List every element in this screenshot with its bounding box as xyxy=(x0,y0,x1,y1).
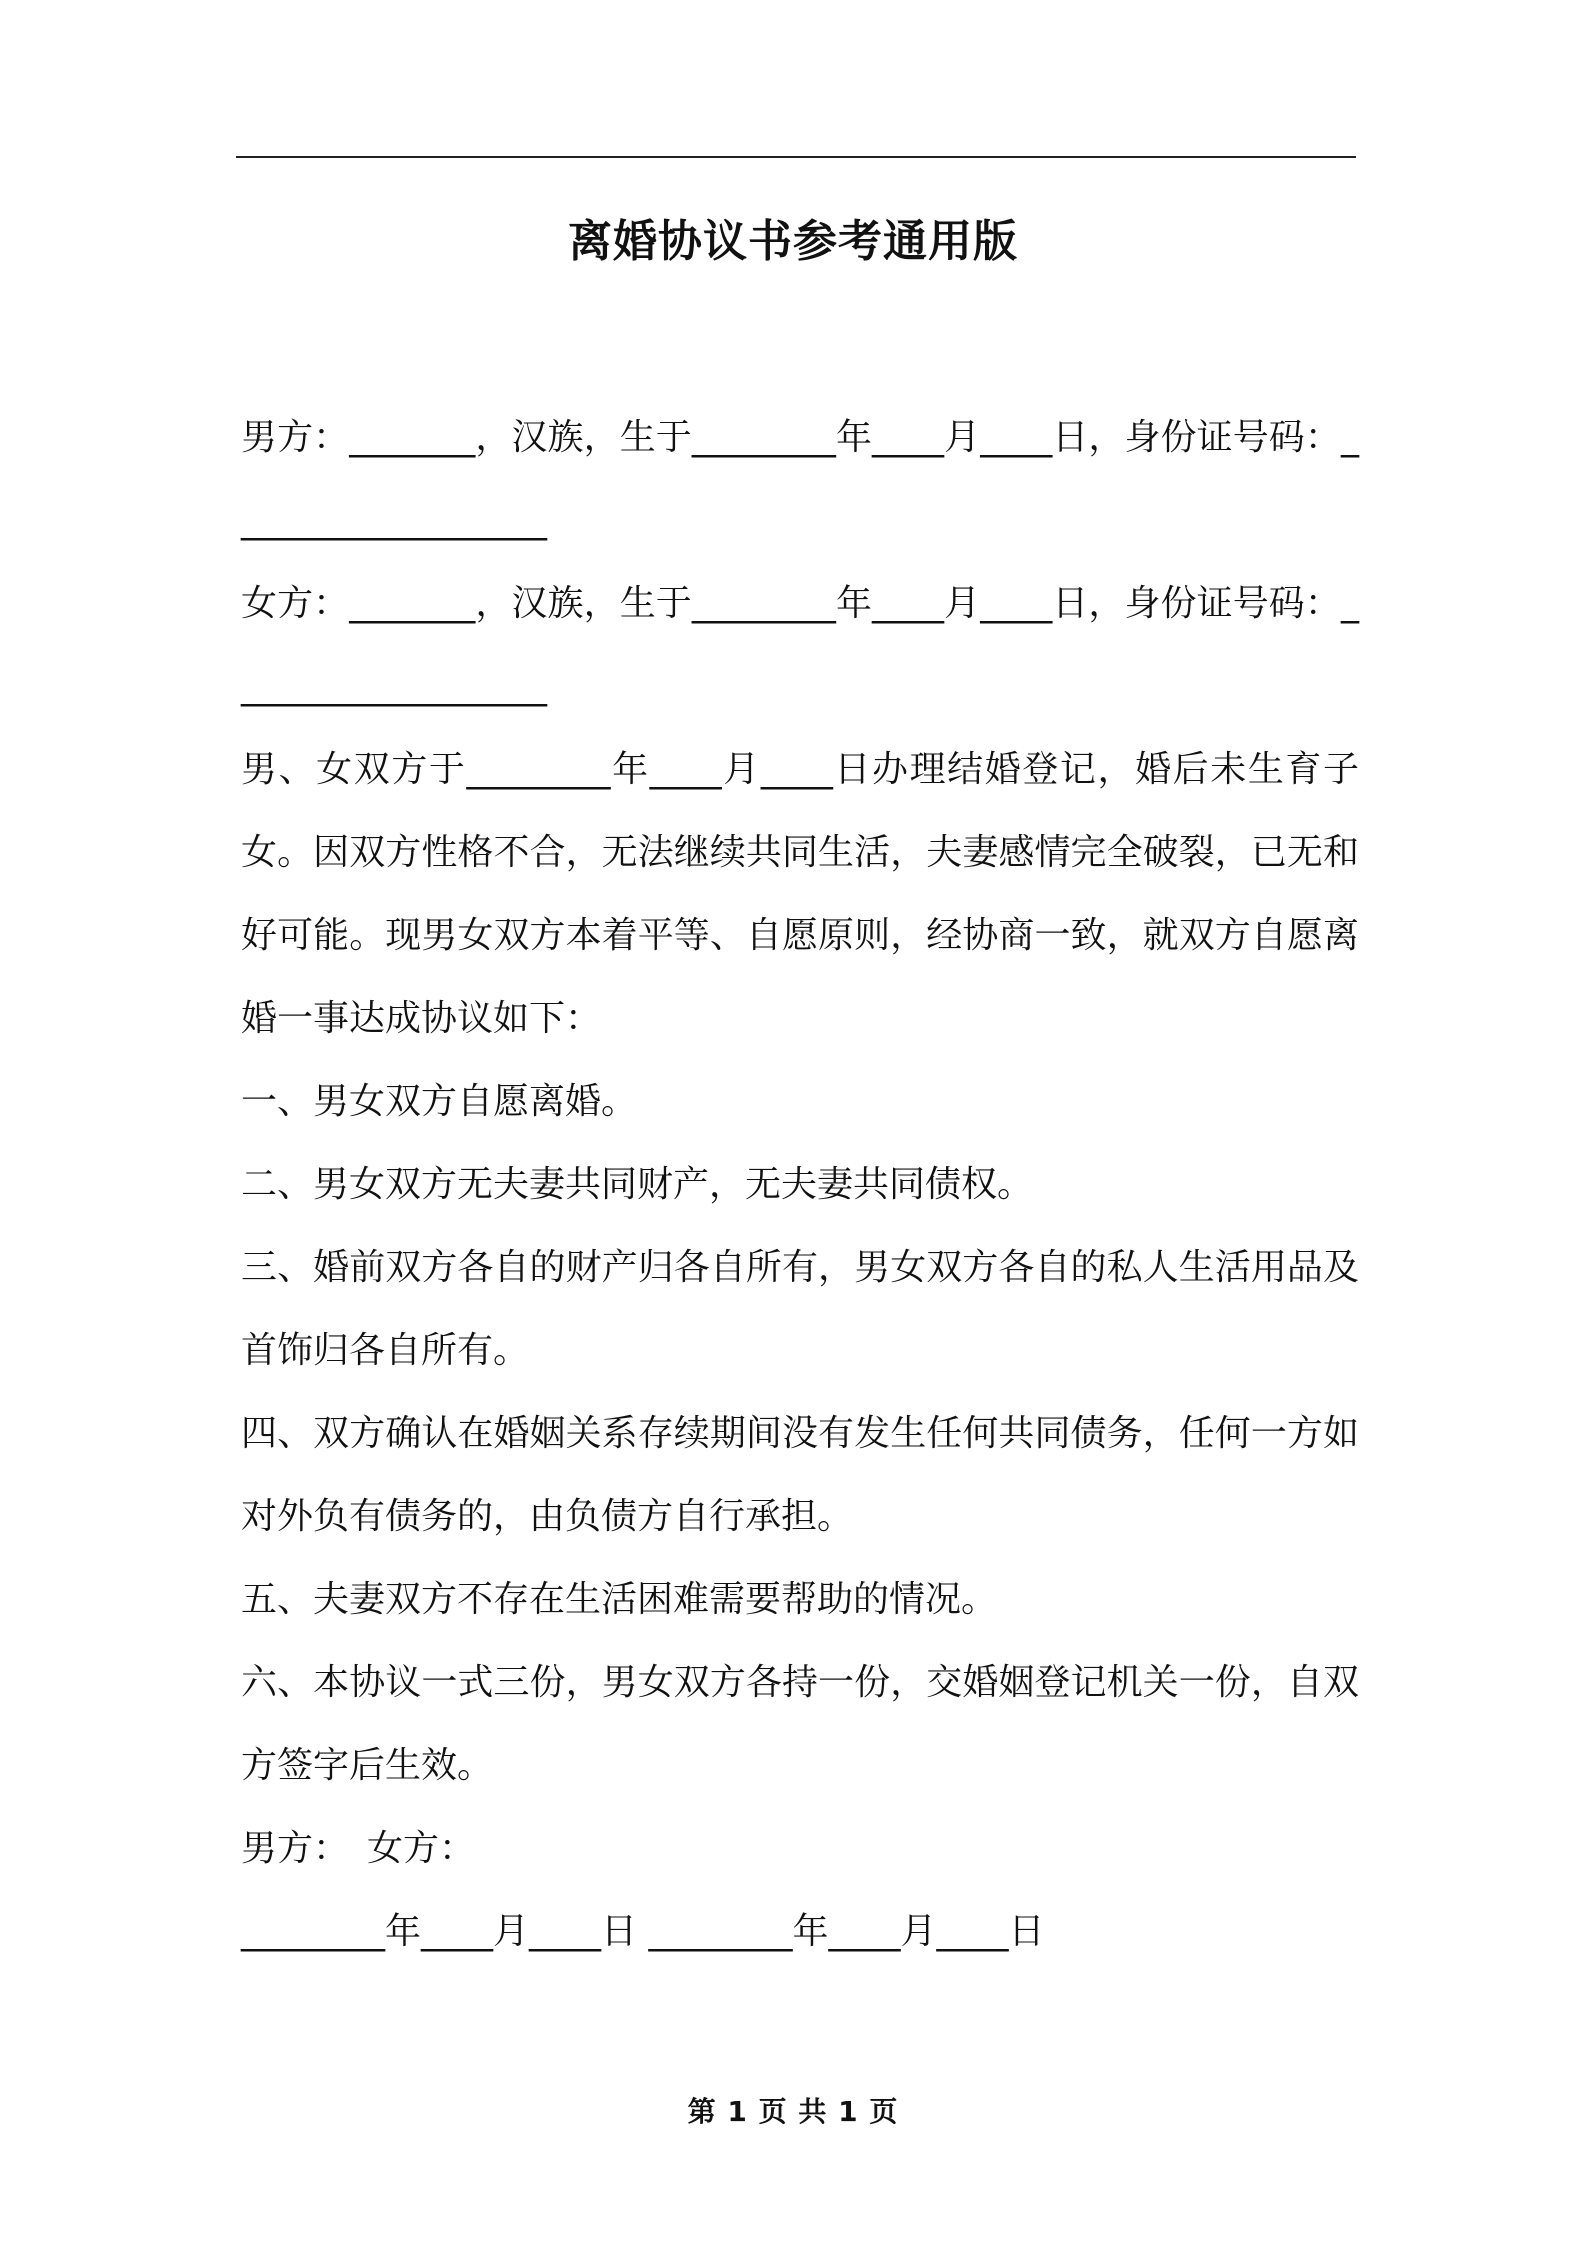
paragraph-woman-info: 女方：_______，汉族，生于________年____月____日，身份证号码：__________________ xyxy=(241,583,1359,707)
clause-4: 四、双方确认在婚姻关系存续期间没有发生任何共同债务，任何一方如对外负有债务的，由负债方自行承担。 xyxy=(241,1413,1359,1537)
clause-3: 三、婚前双方各自的财产归各自所有，男女双方各自的私人生活用品及首饰归各自所有。 xyxy=(241,1247,1359,1371)
header-rule xyxy=(236,156,1356,158)
clause-6: 六、本协议一式三份，男女双方各持一份，交婚姻登记机关一份，自双方签字后生效。 xyxy=(241,1662,1359,1786)
document-body xyxy=(241,396,1359,1973)
signature-date-line: ________年____月____日 ________年____月____日 xyxy=(241,1911,1045,1952)
clause-2: 二、男女双方无夫妻共同财产，无夫妻共同债权。 xyxy=(241,1164,1034,1205)
document-title: 离婚协议书参考通用版 xyxy=(568,216,1018,267)
clause-1: 一、男女双方自愿离婚。 xyxy=(241,1081,638,1122)
clause-5: 五、夫妻双方不存在生活困难需要帮助的情况。 xyxy=(241,1579,998,1620)
paragraph-preamble: 男、女双方于________年____月____日办理结婚登记，婚后未生育子女。因双方性格不合，无法继续共同生活，夫妻感情完全破裂，已无和好可能。现男女双方本着平等、自愿原则，经协商一致，就双方自愿离婚一事达成协议如下： xyxy=(241,749,1359,1039)
signature-line: 男方： 女方： xyxy=(241,1828,476,1869)
paragraph-man-info: 男方：_______，汉族，生于________年____月____日，身份证号码：__________________ xyxy=(241,417,1359,541)
page-number: 第 1 页 共 1 页 xyxy=(687,2095,899,2128)
